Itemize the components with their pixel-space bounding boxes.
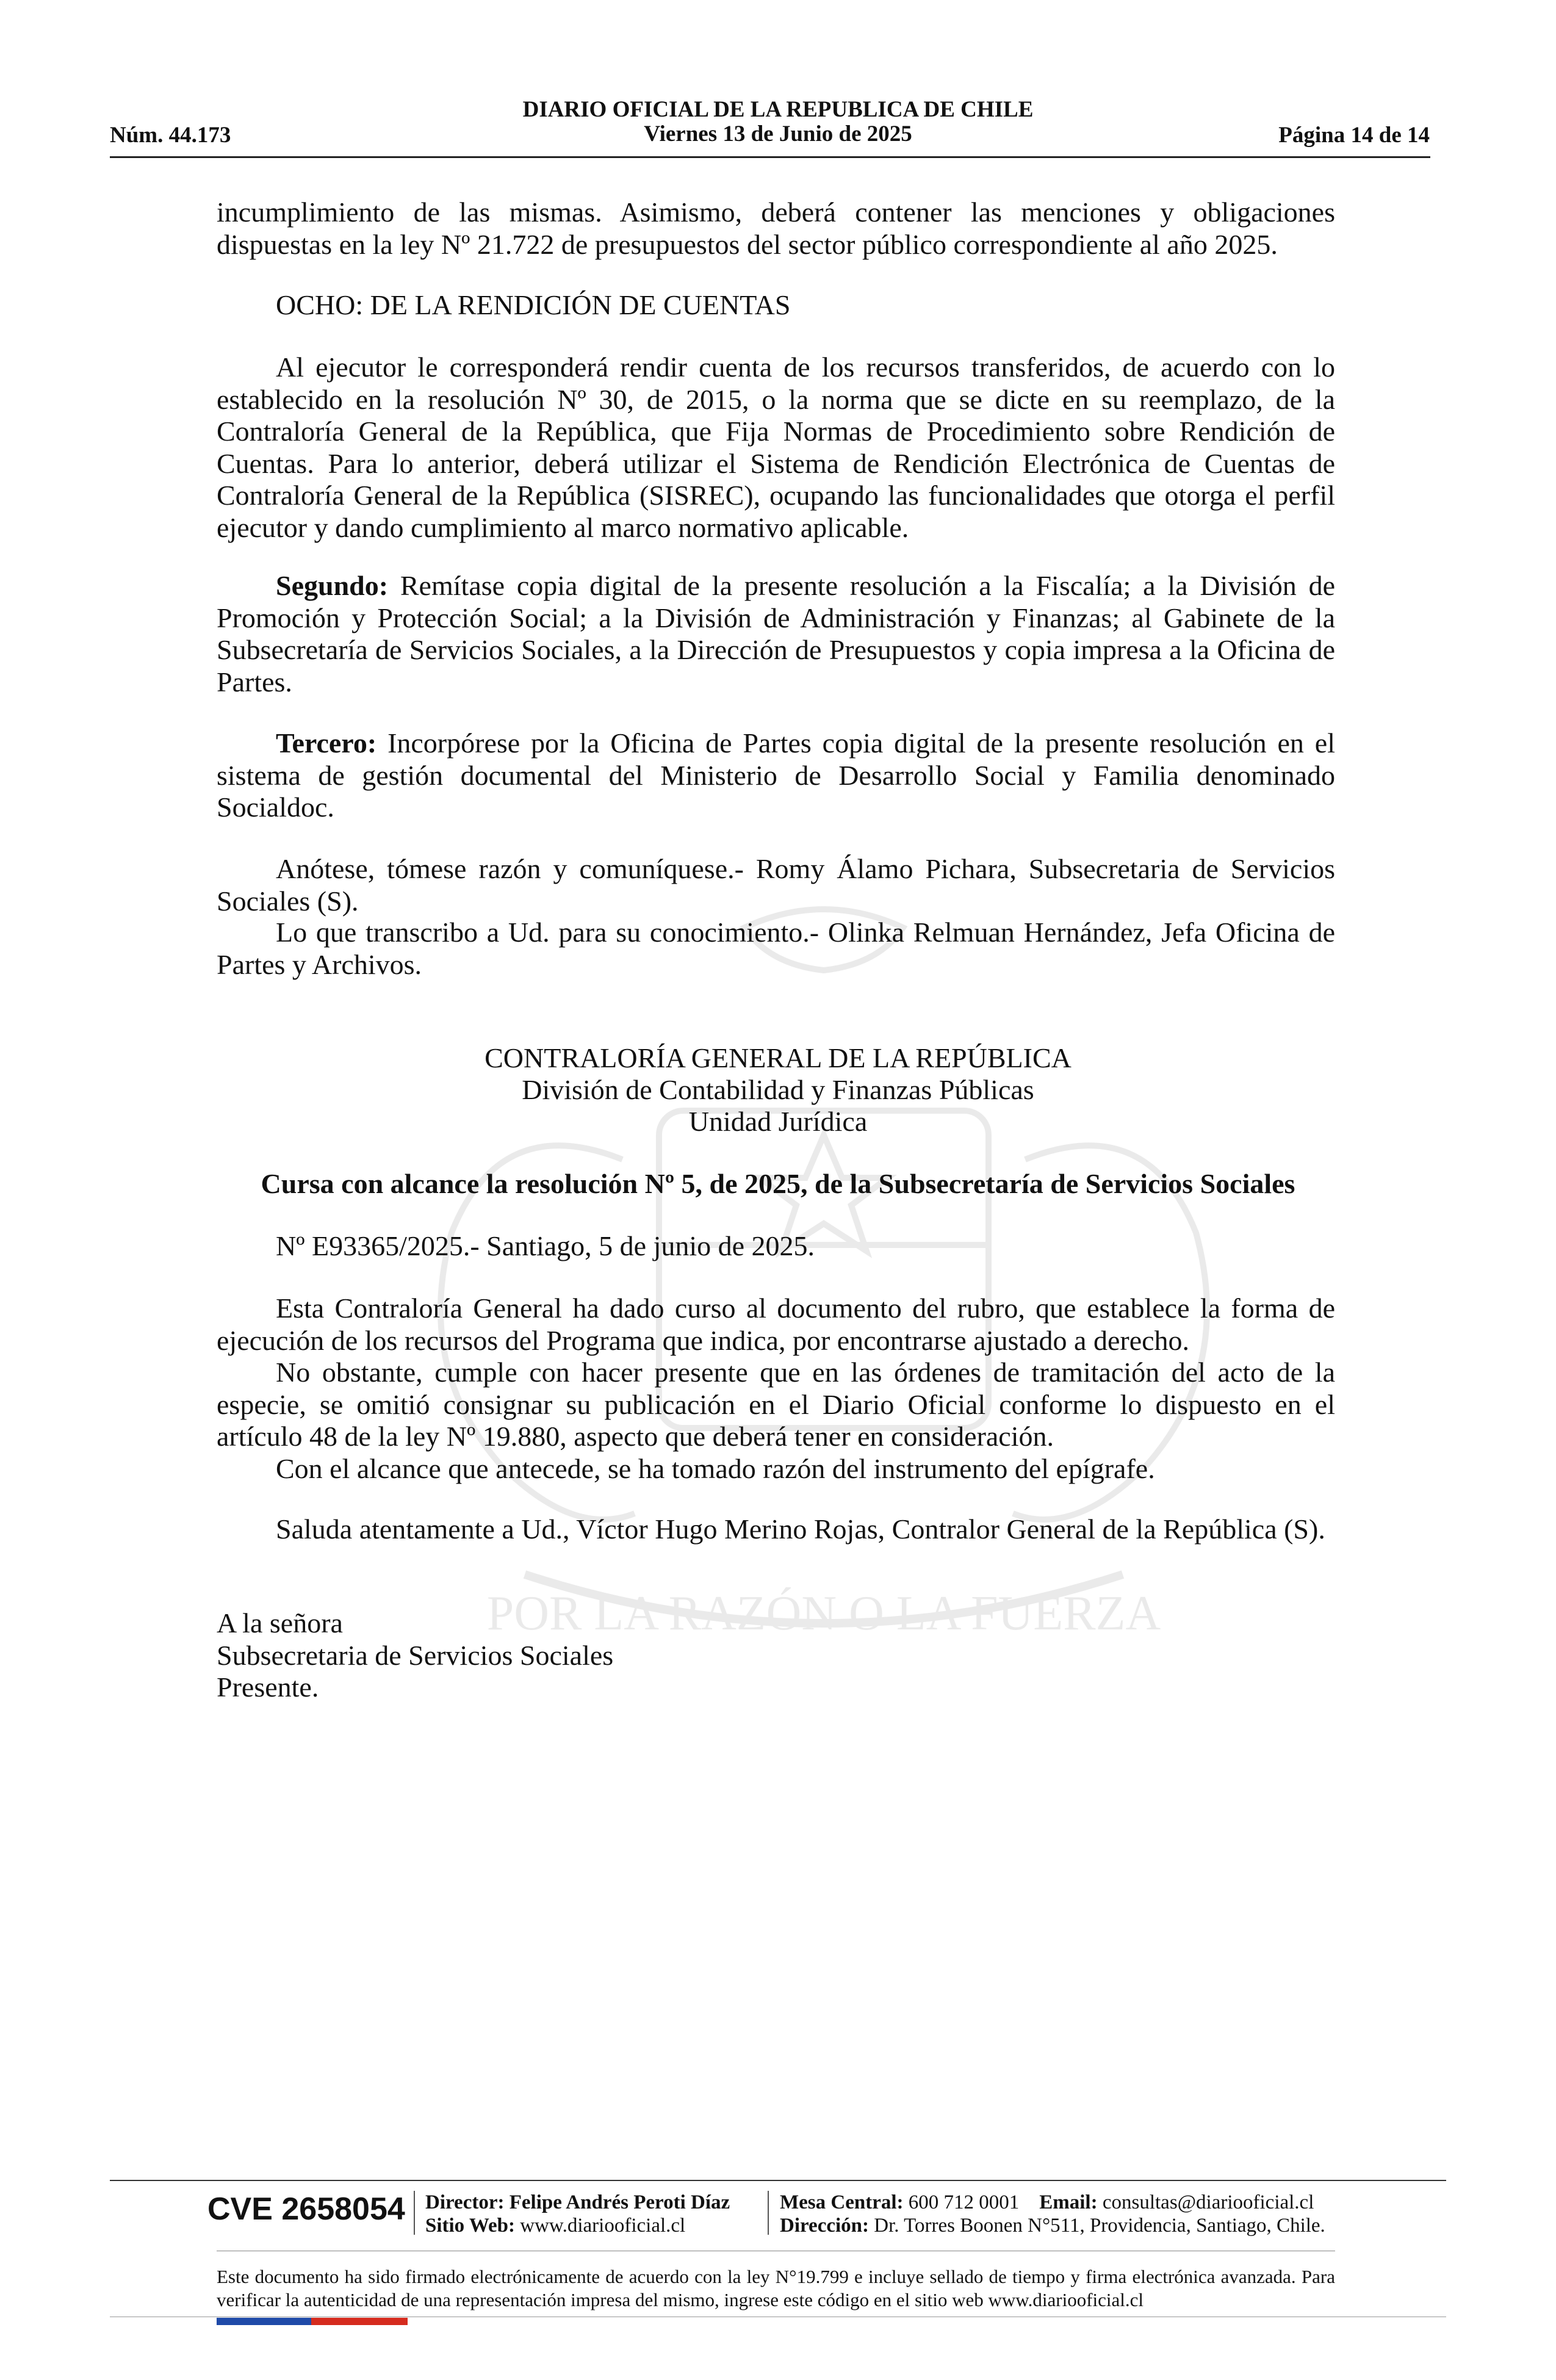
tercero-label: Tercero:	[276, 727, 377, 759]
paragraph-rendicion: Al ejecutor le corresponderá rendir cuenta de los recursos transferidos, de acuerdo con lo establecido en la resolución Nº 30, de 2015, o la norma que se dicte en su reemplazo, de la Contraloría General de la República, que Fija Normas de Procedimiento sobre Rendición de Cuentas. Para lo anterior, deberá utilizar el Sistema de Rendición Electrónica de Cuentas de Contraloría General de la República (SISREC), ocupando las funcionalidades que otorga el perfil ejecutor y dando cumplimiento al marco normativo aplicable.	[217, 352, 1335, 543]
resolution-reference: Nº E93365/2025.- Santiago, 5 de junio de 2025.	[276, 1230, 815, 1261]
footer-separator	[414, 2191, 415, 2235]
heading-ocho: OCHO: DE LA RENDICIÓN DE CUENTAS	[276, 289, 791, 320]
addressee-block	[217, 1607, 1335, 1704]
contact-line: Mesa Central: 600 712 0001 Email: consultas@diariooficial.cl	[780, 2191, 1314, 2213]
page-number: Página 14 de 14	[1278, 123, 1430, 148]
contraloria-p3: Con el alcance que antecede, se ha tomado razón del instrumento del epígrafe.	[276, 1452, 1155, 1484]
website-line: Sitio Web: www.diariooficial.cl	[425, 2215, 686, 2237]
signature-notice: Este documento ha sido firmado electrónicamente de acuerdo con la ley N°19.799 e incluye sellado de tiempo y firma electrónica avanzada. Para verificar la autenticidad de una representación impresa del mismo, ingrese este código en el sitio web www.diariooficial.cl	[217, 2266, 1335, 2310]
footer-separator	[768, 2191, 769, 2235]
header-rule	[110, 156, 1430, 158]
coat-of-arms-watermark	[366, 903, 1281, 1672]
contraloria-division: División de Contabilidad y Finanzas Públicas	[522, 1074, 1034, 1105]
contraloria-p1: Esta Contraloría General ha dado curso al documento del rubro, que establece la forma de ejecución de los recursos del Programa que indica, por encontrarse ajustado a derecho.	[217, 1293, 1335, 1356]
contraloria-p2: No obstante, cumple con hacer presente que en las órdenes de tramitación del acto de la especie, se omitió consignar su publicación en el Diario Oficial conforme lo dispuesto en el artículo 48 de la ley Nº 19.880, aspecto que deberá tener en consideración.	[217, 1357, 1335, 1452]
addressee-line: Subsecretaria de Servicios Sociales	[217, 1639, 614, 1671]
publication-title: DIARIO OFICIAL DE LA REPUBLICA DE CHILE	[522, 97, 1034, 122]
website-link[interactable]: www.diariooficial.cl	[520, 2215, 686, 2237]
director-line: Director: Felipe Andrés Peroti Díaz	[425, 2191, 730, 2213]
flag-stripe-red	[311, 2318, 408, 2325]
contraloria-paragraphs	[217, 1293, 1335, 1485]
cve-code: CVE 2658054	[207, 2191, 405, 2227]
contraloria-unit: Unidad Jurídica	[688, 1106, 868, 1137]
issue-date: Viernes 13 de Junio de 2025	[644, 121, 912, 146]
flag-stripe-blue	[217, 2318, 311, 2325]
paragraph-saluda: Saluda atentamente a Ud., Víctor Hugo Merino Rojas, Contralor General de la República (S).	[276, 1513, 1325, 1545]
paragraph-tercero	[217, 727, 1335, 824]
segundo-text: Remítase copia digital de la presente resolución a la Fiscalía; a la División de Promoción y Protección Social; a la División de Administración y Finanzas; al Gabinete de la Subsecretaría de Servicios Sociales, a la Dirección de Presupuestos y copia impresa a la Oficina de Partes.	[217, 570, 1335, 698]
footer-top-rule	[110, 2180, 1446, 2181]
segundo-label: Segundo:	[276, 570, 389, 601]
paragraph-anotese: Anótese, tómese razón y comuníquese.- Romy Álamo Pichara, Subsecretaria de Servicios Sociales (S).	[217, 853, 1335, 917]
address-line: Dirección: Dr. Torres Boonen N°511, Providencia, Santiago, Chile.	[780, 2215, 1325, 2237]
contraloria-title: CONTRALORÍA GENERAL DE LA REPÚBLICA	[484, 1042, 1072, 1073]
paragraph-segundo	[217, 570, 1335, 698]
paragraph-transcribo: Lo que transcribo a Ud. para su conocimiento.- Olinka Relmuan Hernández, Jefa Oficina de Partes y Archivos.	[217, 917, 1335, 980]
addressee-line: Presente.	[217, 1671, 319, 1703]
paragraph-obligations: incumplimiento de las mismas. Asimismo, deberá contener las menciones y obligaciones dispuestas en la ley Nº 21.722 de presupuestos del sector público correspondiente al año 2025.	[217, 197, 1335, 260]
motto-text: POR LA RAZÓN O LA FUERZA	[486, 1587, 1161, 1640]
email-link[interactable]: consultas@diariooficial.cl	[1102, 2191, 1314, 2213]
issue-number: Núm. 44.173	[110, 123, 231, 148]
tercero-text: Incorpórese por la Oficina de Partes copia digital de la presente resolución en el sistema de gestión documental del Ministerio de Desarrollo Social y Familia denominado Socialdoc.	[217, 727, 1335, 823]
addressee-line: A la señora	[217, 1607, 343, 1639]
resolution-subject: Cursa con alcance la resolución Nº 5, de 2025, de la Subsecretaría de Servicios Sociales	[261, 1168, 1295, 1199]
